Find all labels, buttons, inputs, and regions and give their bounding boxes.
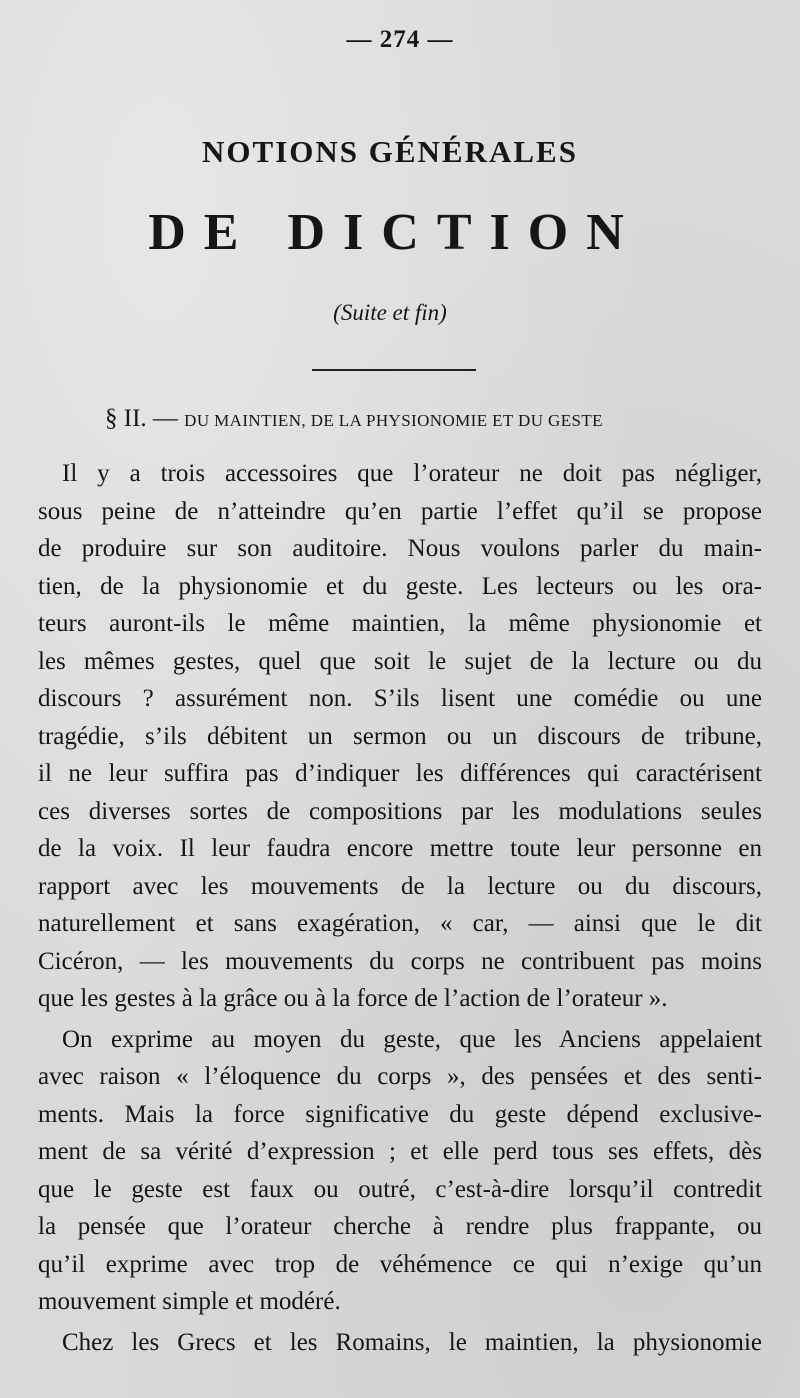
text-line: teurs auront-ils le même maintien, la même physionomie et: [38, 610, 762, 637]
text-line: que le geste est faux ou outré, c’est-à-dire lorsqu’il contredit: [38, 1175, 762, 1203]
paragraph: [38, 455, 762, 1018]
text-line: rapport avec les mouvements de la lecture ou du discours,: [38, 872, 762, 900]
text-line: la pensée que l’orateur cherche à rendre plus frappante, ou: [38, 1213, 762, 1240]
text-line: tien, de la physionomie et du geste. Les lecteurs ou les ora-: [38, 572, 762, 600]
paragraph: [38, 1021, 762, 1321]
text-line: ment de sa vérité d’expression ; et elle perd tous ses effets, dès: [38, 1138, 762, 1165]
paragraph: [38, 1324, 762, 1362]
text-line: Chez les Grecs et les Romains, le maintien, la physionomie: [62, 1328, 762, 1356]
text-line: ces diverses sortes de compositions par les modulations seules: [38, 797, 762, 825]
text-line: ments. Mais la force significative du geste dépend exclusive-: [38, 1100, 762, 1128]
chapter-title: NOTIONS GÉNÉRALES: [202, 134, 578, 169]
text-line: de produire sur son auditoire. Nous voulons parler du main-: [38, 535, 762, 562]
text-line: qu’il exprime avec trop de véhémence ce qui n’exige qu’un: [38, 1250, 762, 1278]
text-line: discours ? assurément non. S’ils lisent une comédie ou une: [38, 685, 762, 712]
text-line: avec raison « l’éloquence du corps », des pensées et des senti-: [38, 1063, 762, 1090]
text-line: sous peine de n’atteindre qu’en partie l’effet qu’il se propose: [38, 497, 762, 525]
chapter-title-main: DE DICTION: [148, 204, 642, 261]
page-number: — 274 —: [346, 26, 454, 53]
body-text: [38, 455, 762, 1361]
section-number: § II. —: [105, 405, 185, 432]
chapter-subtitle: (Suite et fin): [333, 300, 447, 325]
text-line: naturellement et sans exagération, « car, — ainsi que le dit: [38, 910, 762, 937]
text-line: Il y a trois accessoires que l’orateur ne doit pas négliger,: [62, 460, 762, 487]
text-line: il ne leur suffira pas d’indiquer les différences qui caractérisent: [38, 760, 762, 787]
text-line: tragédie, s’ils débitent un sermon ou un discours de tribune,: [38, 722, 762, 750]
section-heading: [105, 405, 603, 433]
text-line: Cicéron, — les mouvements du corps ne contribuent pas moins: [38, 947, 762, 975]
text-line: de la voix. Il leur faudra encore mettre toute leur personne en: [38, 835, 762, 862]
section-title: DU MAINTIEN, DE LA PHYSIONOMIE ET DU GESTE: [184, 411, 603, 430]
text-line: mouvement simple et modéré.: [38, 1288, 341, 1315]
text-line: les mêmes gestes, quel que soit le sujet de la lecture ou du: [38, 647, 762, 675]
text-line: On exprime au moyen du geste, que les Anciens appelaient: [62, 1025, 762, 1053]
title-divider: [312, 369, 476, 371]
text-line: que les gestes à la grâce ou à la force de l’action de l’orateur ».: [38, 985, 668, 1012]
